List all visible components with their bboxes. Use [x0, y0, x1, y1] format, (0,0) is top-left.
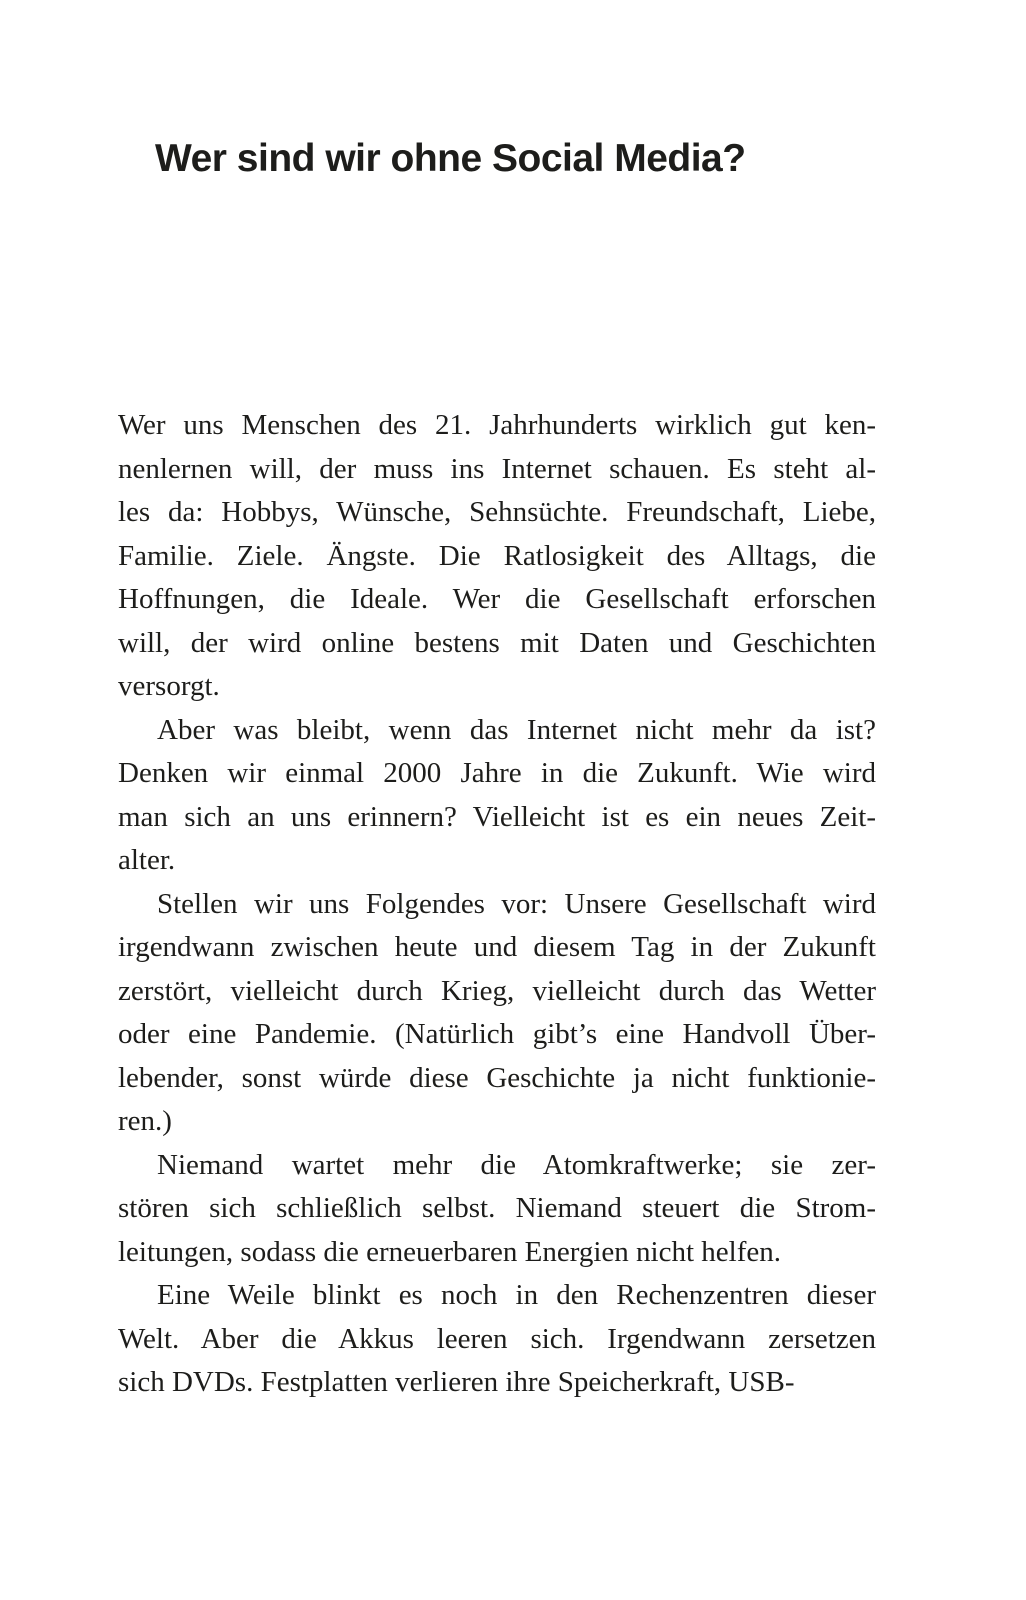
- text-line: Niemand wartet mehr die Atomkraftwerke; sie zer-: [157, 1148, 876, 1181]
- body-text: [118, 404, 876, 1405]
- text-line: stören sich schließlich selbst. Niemand steuert die Strom-: [118, 1192, 876, 1224]
- text-line: man sich an uns erinnern? Vielleicht ist es ein neues Zeit-: [118, 800, 876, 833]
- paragraph: [118, 1274, 876, 1405]
- text-line: Welt. Aber die Akkus leeren sich. Irgendwann zersetzen: [118, 1322, 876, 1355]
- text-line: Eine Weile blinkt es noch in den Rechenzentren dieser: [157, 1279, 876, 1311]
- text-line: Hoffnungen, die Ideale. Wer die Gesellschaft erforschen: [118, 583, 876, 615]
- paragraph: [118, 709, 876, 883]
- text-line: oder eine Pandemie. (Natürlich gibt’s eine Handvoll Über-: [118, 1018, 876, 1050]
- paragraph: [118, 404, 876, 709]
- paragraph: [118, 883, 876, 1144]
- text-line: lebender, sonst würde diese Geschichte ja nicht funktionie-: [118, 1061, 876, 1094]
- text-line: Denken wir einmal 2000 Jahre in die Zukunft. Wie wird: [118, 757, 876, 789]
- text-line: sich DVDs. Festplatten verlieren ihre Speicherkraft, USB-: [118, 1366, 795, 1398]
- text-line: Familie. Ziele. Ängste. Die Ratlosigkeit des Alltags, die: [118, 539, 876, 572]
- text-line: will, der wird online bestens mit Daten und Geschichten: [118, 626, 876, 659]
- paragraph: [118, 1144, 876, 1275]
- text-line: les da: Hobbys, Wünsche, Sehnsüchte. Freundschaft, Liebe,: [118, 496, 876, 528]
- text-line: alter.: [118, 844, 176, 876]
- text-line: Wer uns Menschen des 21. Jahrhunderts wirklich gut ken-: [118, 409, 876, 441]
- text-line: nenlernen will, der muss ins Internet schauen. Es steht al-: [118, 452, 876, 485]
- text-line: ren.): [118, 1105, 172, 1137]
- text-line: Stellen wir uns Folgendes vor: Unsere Gesellschaft wird: [157, 887, 876, 920]
- text-line: leitungen, sodass die erneuerbaren Energien nicht helfen.: [118, 1235, 781, 1268]
- chapter-title: Wer sind wir ohne Social Media?: [155, 137, 746, 180]
- text-line: versorgt.: [118, 670, 220, 702]
- text-line: irgendwann zwischen heute und diesem Tag in der Zukunft: [118, 931, 876, 963]
- text-line: Aber was bleibt, wenn das Internet nicht mehr da ist?: [157, 713, 876, 746]
- text-line: zerstört, vielleicht durch Krieg, vielleicht durch das Wetter: [118, 974, 876, 1007]
